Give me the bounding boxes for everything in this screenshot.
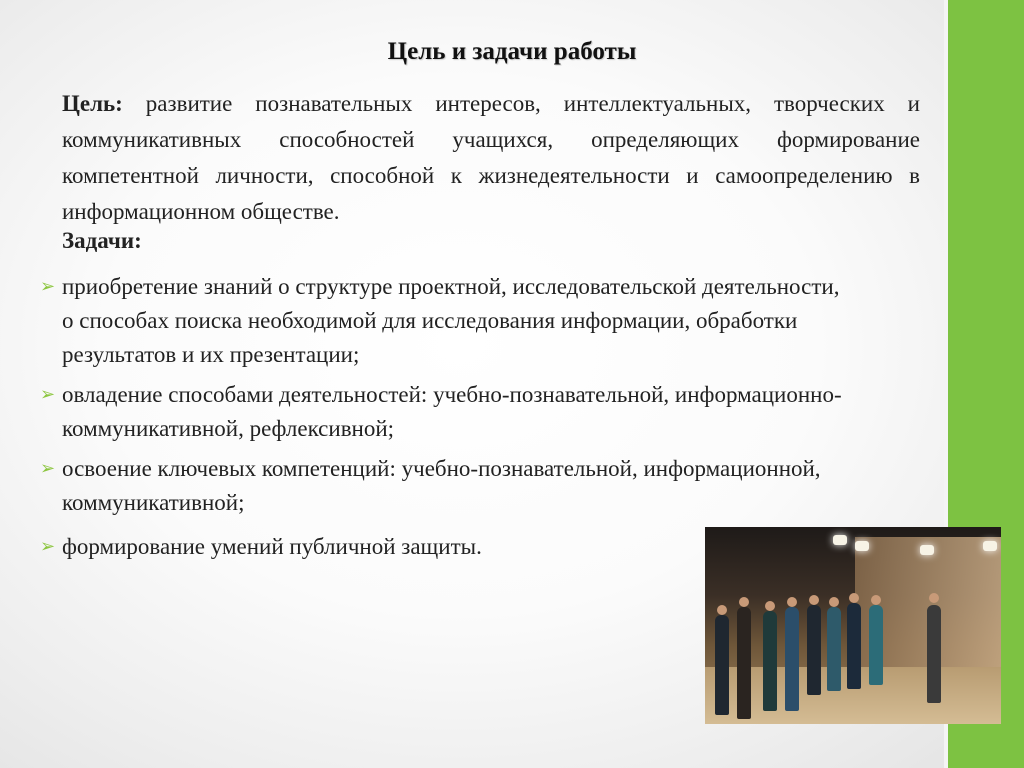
person-figure — [715, 615, 729, 715]
goal-label: Цель: — [62, 91, 123, 116]
task-text: формирование умений публичной защиты. — [62, 534, 482, 559]
studio-light-icon — [983, 541, 997, 551]
studio-light-icon — [920, 545, 934, 555]
goal-paragraph — [62, 86, 920, 230]
person-head — [787, 597, 797, 607]
person-figure — [827, 607, 841, 691]
task-text: овладение способами деятельностей: учебно-познавательной, информационно-коммуникативной, рефлексивной; — [62, 382, 842, 441]
studio-photo — [705, 527, 1001, 724]
person-head — [871, 595, 881, 605]
arrow-bullet-icon: ➢ — [40, 276, 56, 297]
person-head — [765, 601, 775, 611]
task-text: приобретение знаний о структуре проектной, исследовательской деятельности, о способах поиска необходимой для исследования информации, обработки результатов и их презентации; — [62, 274, 840, 367]
person-head — [739, 597, 749, 607]
person-figure — [785, 607, 799, 711]
person-head — [849, 593, 859, 603]
studio-light-icon — [855, 541, 869, 551]
person-figure — [847, 603, 861, 689]
person-head — [829, 597, 839, 607]
person-head — [809, 595, 819, 605]
person-figure — [737, 607, 751, 719]
person-head — [929, 593, 939, 603]
task-text: освоение ключевых компетенций: учебно-познавательной, информационной, коммуникативной; — [62, 456, 821, 515]
arrow-bullet-icon: ➢ — [40, 458, 56, 479]
person-figure — [807, 605, 821, 695]
tasks-label: Задачи: — [62, 228, 142, 253]
arrow-bullet-icon: ➢ — [40, 384, 56, 405]
person-head — [717, 605, 727, 615]
studio-light-icon — [833, 535, 847, 545]
slide-title: Цель и задачи работы — [387, 38, 637, 65]
arrow-bullet-icon: ➢ — [40, 536, 56, 557]
person-figure — [927, 605, 941, 703]
person-figure — [869, 605, 883, 685]
goal-text: развитие познавательных интересов, интеллектуальных, творческих и коммуникативных способностей учащихся, определяющих формирование компетентной личности, способной к жизнедеятельности и самоопределению в информационном обществе. — [62, 91, 920, 224]
person-figure — [763, 611, 777, 711]
